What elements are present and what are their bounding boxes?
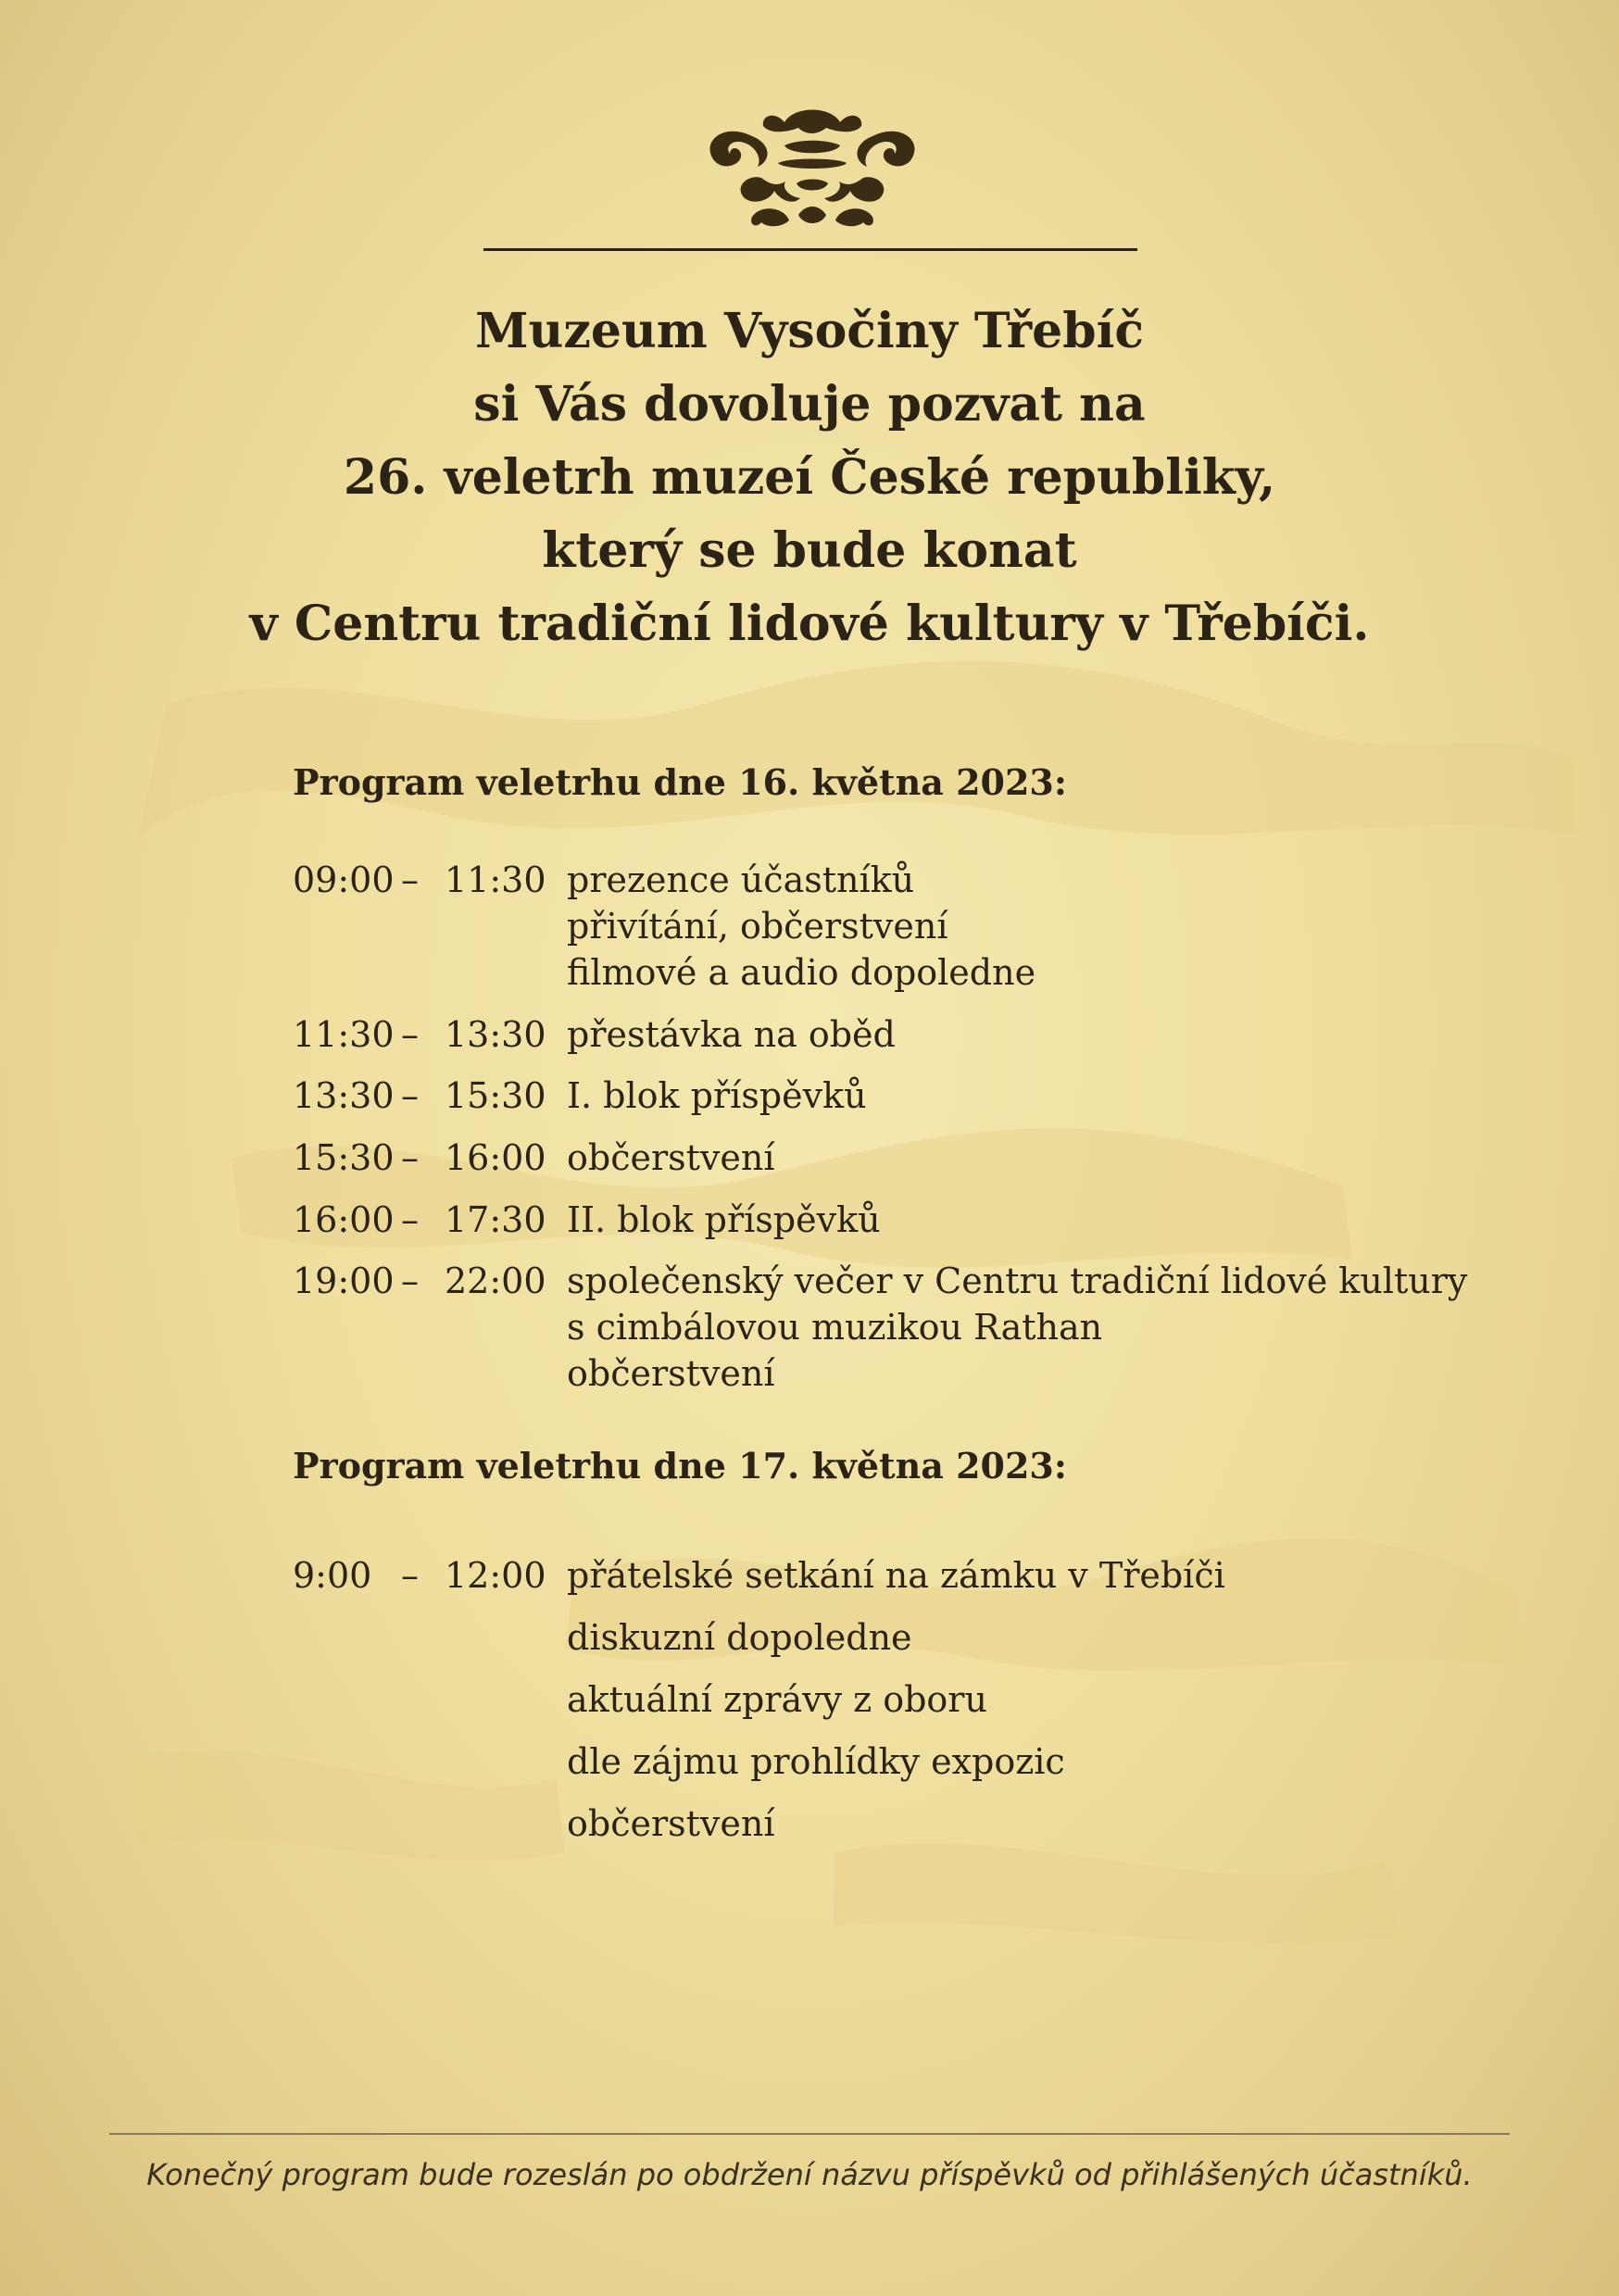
activity: filmové a audio dopoledne <box>567 952 1036 993</box>
museum-ornament-logo <box>697 104 928 243</box>
activity: občerstvení <box>567 1803 775 1844</box>
activity: prezence účastníků <box>567 859 915 900</box>
time-end: 13:30 <box>445 1014 546 1055</box>
activities <box>567 1552 1225 1863</box>
activity: I. blok příspěvků <box>567 1075 867 1116</box>
activities <box>567 1011 896 1058</box>
heading-line: který se bude konat <box>542 522 1077 579</box>
heading-line: v Centru tradiční lidové kultury v Třebíči. <box>249 596 1370 652</box>
heading-line: Muzeum Vysočiny Třebíč <box>474 303 1145 359</box>
time-dash: – <box>401 1075 419 1116</box>
footer-note: Konečný program bude rozeslán po obdržení názvu příspěvků od přihlášených účastníků. <box>146 2157 1473 2192</box>
activity: dle zájmu prohlídky expozic <box>567 1741 1065 1782</box>
heading-line: si Vás dovoluje pozvat na <box>473 376 1146 433</box>
activities <box>567 857 1035 996</box>
activities <box>567 1197 881 1243</box>
time-start: 11:30 <box>293 1014 395 1055</box>
activity: aktuální zprávy z oboru <box>567 1679 987 1720</box>
activity: s cimbálovou muzikou Rathan <box>567 1307 1103 1348</box>
time-end: 22:00 <box>445 1261 546 1301</box>
activity: přestávka na oběd <box>567 1014 896 1055</box>
activity: přivítání, občerstvení <box>567 906 948 947</box>
time-start: 09:00 <box>293 859 395 900</box>
time-dash: – <box>401 1199 419 1240</box>
time-end: 17:30 <box>445 1199 546 1240</box>
time-dash: – <box>401 1137 419 1178</box>
activity: společenský večer v Centru tradiční lidové kultury <box>567 1261 1468 1301</box>
time-dash: – <box>401 1014 419 1055</box>
program-day1-title: Program veletrhu dne 16. května 2023: <box>293 761 1067 803</box>
activity: občerstvení <box>567 1353 775 1394</box>
time-start: 15:30 <box>293 1137 395 1178</box>
time-start: 9:00 <box>293 1555 372 1596</box>
time-end: 11:30 <box>445 859 546 900</box>
program-day2-title: Program veletrhu dne 17. května 2023: <box>293 1445 1067 1487</box>
time-end: 16:00 <box>445 1137 546 1178</box>
activities <box>567 1258 1467 1397</box>
activity: přátelské setkání na zámku v Třebíči <box>567 1555 1225 1596</box>
time-dash: – <box>401 1261 419 1301</box>
activities <box>567 1135 775 1181</box>
top-divider <box>483 248 1137 251</box>
heading-line: 26. veletrh muzeí České republiky, <box>343 449 1276 506</box>
invitation-heading <box>161 295 1458 660</box>
time-dash: – <box>401 1555 419 1596</box>
time-end: 15:30 <box>445 1075 546 1116</box>
activity: občerstvení <box>567 1137 775 1178</box>
time-end: 12:00 <box>445 1555 546 1596</box>
activity: II. blok příspěvků <box>567 1199 881 1240</box>
activity: diskuzní dopoledne <box>567 1617 912 1658</box>
time-dash: – <box>401 859 419 900</box>
footer-divider <box>109 2133 1510 2135</box>
activities <box>567 1073 867 1119</box>
time-start: 16:00 <box>293 1199 395 1240</box>
time-start: 19:00 <box>293 1261 395 1301</box>
time-start: 13:30 <box>293 1075 395 1116</box>
